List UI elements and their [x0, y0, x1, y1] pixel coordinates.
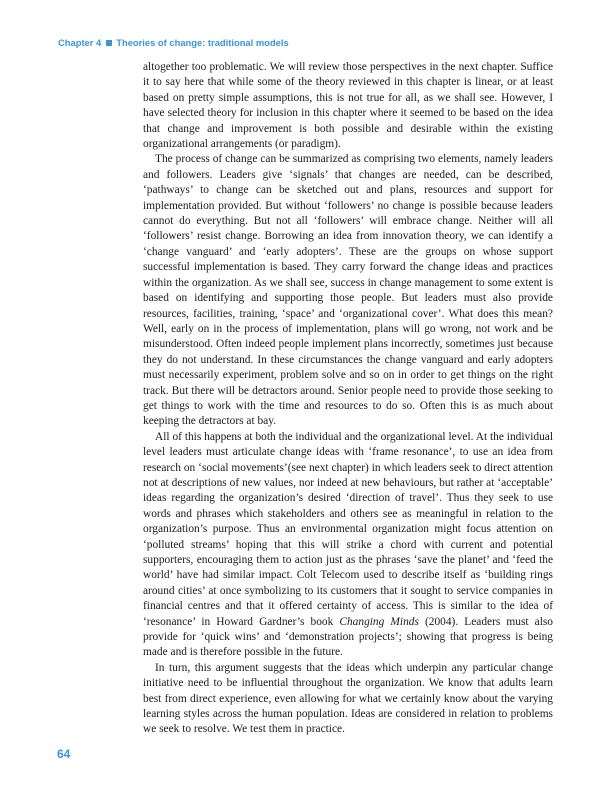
chapter-title: Theories of change: traditional models	[116, 37, 289, 48]
square-bullet-icon	[106, 40, 112, 46]
paragraph-text: altogether too problematic. We will review those perspectives in the next chapter. Suffice it to say here that while some of the theory reviewed in this chapter is linear, or at least based on pretty simple assumptions, this is not true for all, as we shall see. However, I have selected theory for inclusion in this chapter where it seemed to be based on the idea that change and improvement is both possible and desirable within the existing organizational arrangements (or paradigm).	[143, 61, 553, 151]
paragraph	[143, 661, 553, 738]
paragraph-text: (2004). Leaders must also provide for ‘quick wins’ and ‘demonstration projects’; showing that progress is being made and is therefore possible in the future.	[143, 615, 554, 659]
chapter-label: Chapter 4	[58, 37, 102, 48]
paragraph-text: In turn, this argument suggests that the ideas which underpin any particular change initiative need to be influential throughout the organization. We know that adults learn best from direct experience, even allowing for what we certainly know about the varying learning styles across the human population. Ideas are considered in relation to problems we seek to resolve. We test them in practice.	[143, 661, 553, 736]
paragraph-text: All of this happens at both the individual and the organizational level. At the individual level leaders must articulate change ideas with ‘frame resonance’, to use an idea from research on ‘social movements’(see next chapter) in which leaders seek to direct attention not at descriptions of new values, nor indeed at new behaviours, but rather at ‘acceptable’ ideas regarding the organization’s desired ‘direction of travel’. Thus they seek to use words and phrases which stakeholders and others see as meaningful in relation to the organization’s purpose. Thus an environmental organization might focus attention on ‘polluted streams’ hoping that this will strike a chord with current and potential supporters, encouraging them to action just as the phrases ‘save the planet’ and ‘feed the world’ have had similar impact. Colt Telecom used to describe itself as ‘building rings around cities’ at once symbolizing to its customers that it sought to service companies in financial centres and that it offered certainty of access. This is similar to the idea of ‘resonance’ in Howard Gardner’s book	[143, 430, 553, 628]
running-header	[58, 37, 289, 48]
paragraph-text: The process of change can be summarized as comprising two elements, namely leaders and followers. Leaders give ‘signals’ that changes are needed, can be described, ‘pathways’ to change can be sketched out and plans, resources and support for implementation provided. But without ‘followers’ no change is possible because leaders cannot do everything. But not all ‘followers’ will embrace change. Neither will all ‘followers’ resist change. Borrowing an idea from innovation theory, we can identify a ‘change vanguard’ and ‘early adopters’. These are the groups on whose support successful implementation is based. They carry forward the change ideas and practices within the organization. As we shall see, success in change management to some extent is based on identifying and supporting those people. But leaders must also provide resources, facilities, training, ‘space’ and ‘organizational cover’. What does this mean? Well, early on in the process of implementation, plans will go wrong, not work and be misunderstood. Often indeed people implement plans incorrectly, sometimes just because they do not understand. In these circumstances the change vanguard and early adopters must necessarily experiment, problem solve and so on in order to get things on the right track. But there will be detractors around. Senior people need to provide those seeking to get things to work with the time and resources to do so. Often this is as much about keeping the detractors at bay.	[143, 153, 553, 428]
paragraph	[143, 152, 553, 429]
page-number: 64	[57, 747, 71, 761]
body-text	[143, 60, 553, 738]
book-title: Changing Minds	[339, 615, 419, 628]
paragraph	[143, 430, 553, 661]
paragraph	[143, 60, 553, 152]
